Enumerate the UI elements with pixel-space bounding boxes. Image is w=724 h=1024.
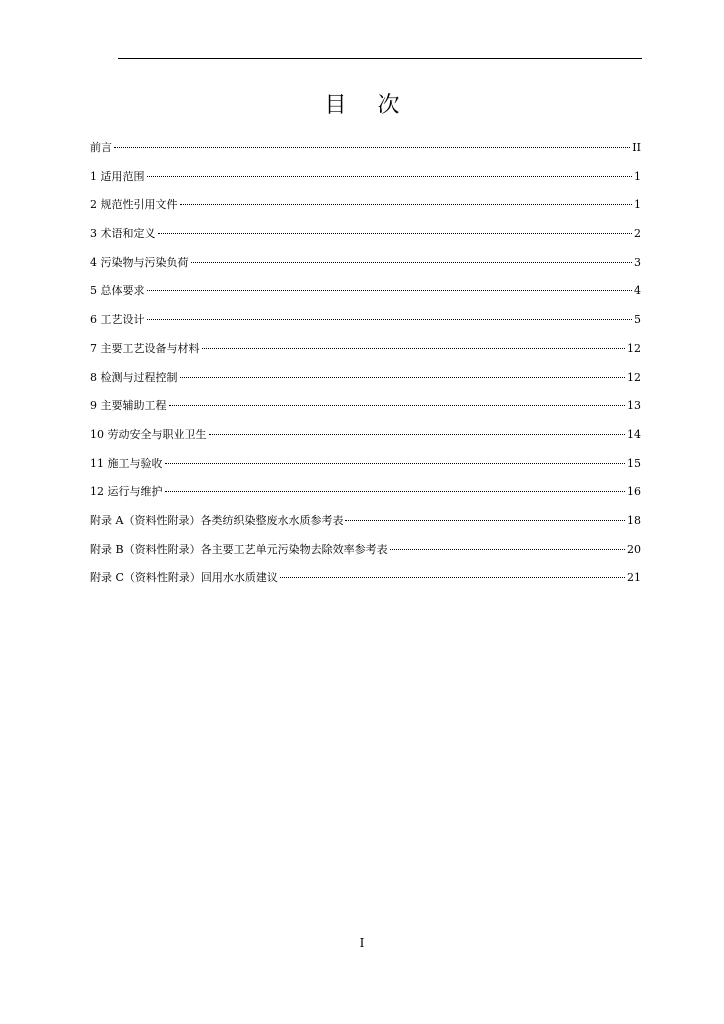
toc-entry-label: 附录 A（资料性附录）各类纺织染整废水水质参考表 xyxy=(90,513,344,527)
toc-entry-page: 18 xyxy=(627,513,641,527)
toc-title: 目 次 xyxy=(324,93,412,118)
toc-entry-label: 11 施工与验收 xyxy=(90,456,163,470)
toc-entry[interactable] xyxy=(90,309,641,338)
toc-entry-label: 附录 B（资料性附录）各主要工艺单元污染物去除效率参考表 xyxy=(90,542,388,556)
toc-leader-dots xyxy=(147,176,633,177)
toc-leader-dots xyxy=(158,233,633,234)
toc-leader-dots xyxy=(280,577,625,578)
toc-leader-dots xyxy=(165,463,626,464)
toc-entry[interactable] xyxy=(90,194,641,223)
toc-leader-dots xyxy=(202,348,626,349)
toc-entry-label: 5 总体要求 xyxy=(90,284,145,298)
toc-leader-dots xyxy=(209,434,626,435)
toc-leader-dots xyxy=(390,549,625,550)
toc-leader-dots xyxy=(180,204,633,205)
toc-entry-page: 12 xyxy=(627,370,641,384)
toc-entry-label: 3 术语和定义 xyxy=(90,227,156,241)
toc-entry[interactable] xyxy=(90,137,641,166)
toc-entry-label: 9 主要辅助工程 xyxy=(90,399,167,413)
toc-entry-page: 1 xyxy=(634,198,641,212)
toc-entry-page: 2 xyxy=(634,227,641,241)
toc-entry-label: 2 规范性引用文件 xyxy=(90,198,178,212)
toc-entry-label: 6 工艺设计 xyxy=(90,313,145,327)
toc-entry-page: 16 xyxy=(627,485,641,499)
toc-entry[interactable] xyxy=(90,252,641,281)
toc-leader-dots xyxy=(147,319,633,320)
toc-leader-dots xyxy=(345,520,625,521)
toc-entry-page: 3 xyxy=(634,255,641,269)
toc-entry[interactable] xyxy=(90,539,641,568)
toc-entry[interactable] xyxy=(90,166,641,195)
toc-leader-dots xyxy=(147,290,633,291)
page-number: I xyxy=(359,936,365,950)
toc-leader-dots xyxy=(169,405,626,406)
toc-entry-label: 1 适用范围 xyxy=(90,169,145,183)
toc-leader-dots xyxy=(165,491,626,492)
toc-list xyxy=(90,137,641,596)
toc-entry-page: 15 xyxy=(627,456,641,470)
toc-entry[interactable] xyxy=(90,424,641,453)
toc-entry[interactable] xyxy=(90,453,641,482)
toc-entry[interactable] xyxy=(90,338,641,367)
toc-entry-page: 5 xyxy=(634,313,641,327)
toc-entry-label: 7 主要工艺设备与材料 xyxy=(90,341,200,355)
toc-entry-label: 附录 C（资料性附录）回用水水质建议 xyxy=(90,571,278,585)
toc-entry-label: 4 污染物与污染负荷 xyxy=(90,255,189,269)
toc-leader-dots xyxy=(180,377,626,378)
toc-entry-page: 14 xyxy=(627,427,641,441)
toc-entry-page: 4 xyxy=(634,284,641,298)
toc-entry[interactable] xyxy=(90,567,641,596)
toc-entry[interactable] xyxy=(90,280,641,309)
toc-entry[interactable] xyxy=(90,481,641,510)
toc-entry-page: II xyxy=(632,141,641,154)
toc-entry[interactable] xyxy=(90,510,641,539)
toc-entry-page: 20 xyxy=(627,542,641,556)
toc-leader-dots xyxy=(114,147,630,148)
toc-entry-label: 12 运行与维护 xyxy=(90,485,163,499)
toc-entry[interactable] xyxy=(90,395,641,424)
toc-entry-label: 前言 xyxy=(90,141,112,154)
toc-entry-label: 8 检测与过程控制 xyxy=(90,370,178,384)
toc-entry-page: 12 xyxy=(627,341,641,355)
toc-entry-page: 21 xyxy=(627,571,641,585)
toc-leader-dots xyxy=(191,262,633,263)
header-rule xyxy=(118,58,642,59)
toc-entry[interactable] xyxy=(90,367,641,396)
toc-entry-page: 13 xyxy=(627,399,641,413)
toc-entry-label: 10 劳动安全与职业卫生 xyxy=(90,427,207,441)
toc-entry[interactable] xyxy=(90,223,641,252)
toc-entry-page: 1 xyxy=(634,169,641,183)
